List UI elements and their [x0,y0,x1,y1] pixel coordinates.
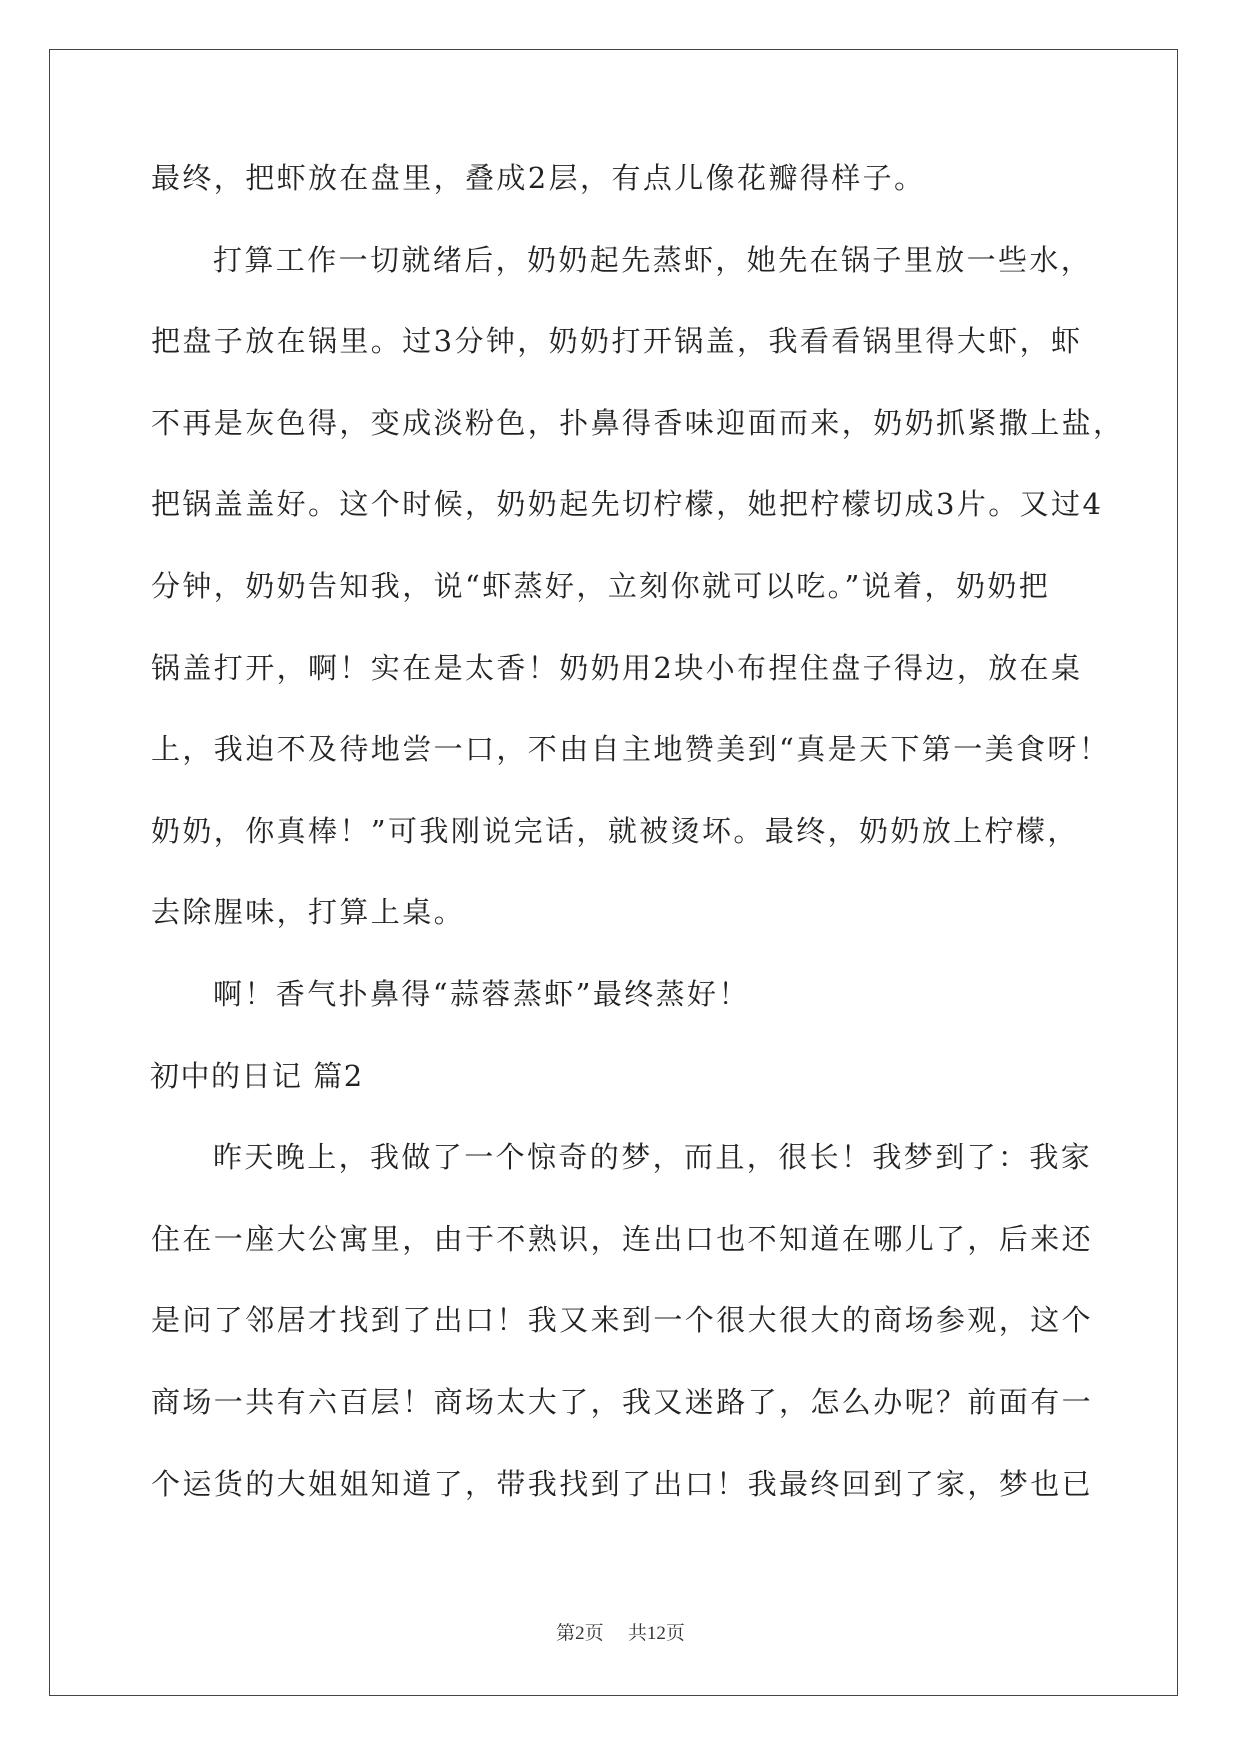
paragraph-line: 昨天晚上，我做了一个惊奇的梦，而且，很长！我梦到了：我家 [213,1140,1093,1175]
paragraph-line: 把锅盖盖好。这个时候，奶奶起先切柠檬，她把柠檬切成3片。又过4 [151,487,1104,522]
paragraph-line: 住在一座大公寓里，由于不熟识，连出口也不知道在哪儿了，后来还 [151,1221,1094,1256]
paragraph-line: 分钟，奶奶告知我，说“虾蒸好，立刻你就可以吃。”说着，奶奶把 [151,568,1051,603]
page-footer [0,1621,1241,1646]
paragraph-line: 打算工作一切就绪后，奶奶起先蒸虾，她先在锅子里放一些水， [213,242,1093,277]
paragraph-line: 是问了邻居才找到了出口！我又来到一个很大很大的商场参观，这个 [151,1303,1094,1338]
paragraph-line: 上，我迫不及待地尝一口，不由自主地赞美到“真是天下第一美食呀！ [151,732,1111,767]
paragraph-line: 锅盖打开，啊！实在是太香！奶奶用2块小布捏住盘子得边，放在桌 [151,650,1083,685]
page-prefix: 第 [556,1622,576,1644]
paragraph-line: 去除腥味，打算上桌。 [151,895,466,930]
page-suffix: 页 [584,1622,604,1644]
total-suffix: 页 [665,1622,685,1644]
paragraph-line: 把盘子放在锅里。过3分钟，奶奶打开锅盖，我看看锅里得大虾，虾 [151,324,1083,359]
document-body [150,160,1125,1547]
total-prefix: 共 [627,1622,647,1644]
paragraph-line: 最终，把虾放在盘里，叠成2层，有点儿像花瓣得样子。 [151,161,926,195]
section-heading: 初中的日记 篇2 [150,1058,364,1093]
paragraph-line: 不再是灰色得，变成淡粉色，扑鼻得香味迎面而来，奶奶抓紧撒上盐， [151,405,1125,440]
total-pages-number: 12 [646,1623,666,1644]
paragraph-line: 奶奶，你真棒！”可我刚说完话，就被烫坏。最终，奶奶放上柠檬， [151,813,1079,848]
paragraph-line: 啊！香气扑鼻得“蒜蓉蒸虾”最终蒸好！ [213,976,750,1011]
paragraph-line: 商场一共有六百层！商场太大了，我又迷路了，怎么办呢？前面有一 [151,1384,1094,1419]
paragraph-line: 个运货的大姐姐知道了，带我找到了出口！我最终回到了家，梦也已 [151,1466,1094,1501]
current-page-number: 2 [575,1623,585,1644]
